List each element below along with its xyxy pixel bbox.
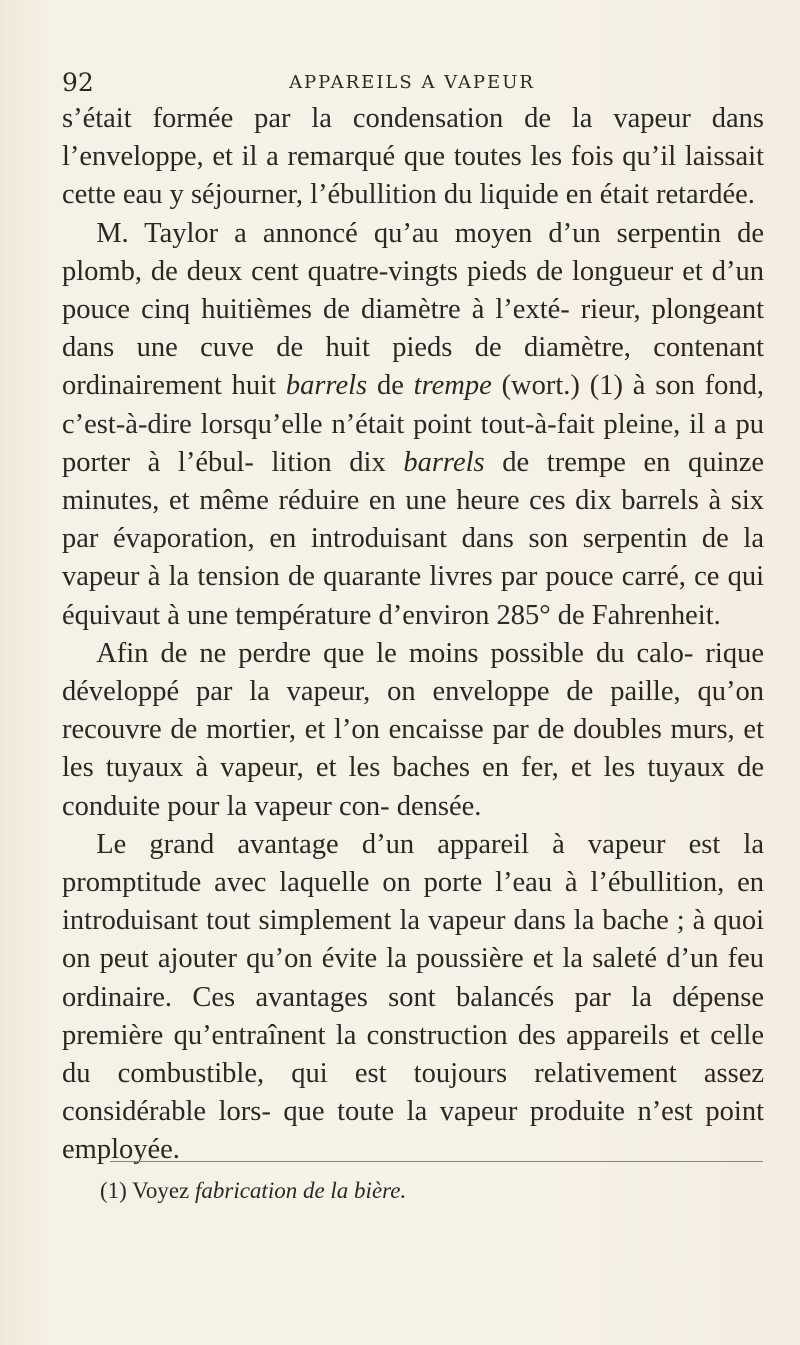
footnote-marker: (1) [100, 1178, 127, 1203]
body-text [62, 100, 764, 1170]
paragraph-3: Afin de ne perdre que le moins possible du calo- rique développé par la vapeur, on enveloppe de paille, qu’on recouvre de mortier, et l’on encaisse par de doubles murs, et les tuyaux à vapeur, et les baches en fer, et les tuyaux de conduite pour la vapeur con- densée. [62, 637, 764, 822]
paragraph-2 [62, 215, 764, 635]
footnote-reference[interactable]: (1) [589, 370, 623, 402]
italic-term-barrels-2: barrels [403, 446, 485, 478]
paragraph-2-word-de: de [376, 370, 404, 402]
footnote [100, 1176, 760, 1206]
footnote-title: fabrication de la bière. [194, 1178, 407, 1203]
footnote-divider [110, 1161, 763, 1162]
paragraph-2-wort: (wort.) [501, 370, 580, 402]
paragraph-4: Le grand avantage d’un appareil à vapeur est la promptitude avec laquelle on porte l’eau à l’ébullition, en introduisant tout simplement la vapeur dans la bache ; à quoi on peut ajouter qu’on évite la poussière et la saleté d’un feu ordinaire. Ces avantages sont balancés par la dépense première qu’entraînent la construction des appareils et celle du combustible, qui est toujours relativement assez considérable lors- que toute la vapeur produite n’est point employée. [62, 828, 764, 1166]
footnote-prefix: Voyez [132, 1178, 190, 1203]
paragraph-2-part-3: de trempe en quinze minutes, et même réduire en une heure ces dix barrels à six par évaporation, en introduisant dans son serpentin de la vapeur à la tension de quarante livres par pouce carré, ce qui équivaut à une température d’environ 285° de Fahrenheit. [62, 446, 765, 631]
paragraph-2-part-2: à son fond, c’est-à-dire lorsqu’elle n’était point tout-à-fait pleine, il a pu porter à l’ébul- lition dix [62, 370, 765, 478]
italic-term-trempe: trempe [413, 370, 492, 402]
italic-term-barrels: barrels [285, 370, 368, 402]
paragraph-1: s’était formée par la condensation de la vapeur dans l’enveloppe, et il a remarqué que toutes les fois qu’il laissait cette eau y séjourner, l’ébullition du liquide en était retardée. [62, 103, 764, 211]
running-title: APPAREILS A VAPEUR [289, 72, 535, 93]
page-header [62, 68, 762, 98]
paragraph-2-part-1: M. Taylor a annoncé qu’au moyen d’un serpentin de plomb, de deux cent quatre-vingts pieds de longueur et d’un pouce cinq huitièmes de diamètre à l’exté- rieur, plongeant dans une cuve de huit pieds de diamètre, contenant ordinairement huit [62, 217, 764, 402]
page-number: 92 [62, 68, 94, 97]
